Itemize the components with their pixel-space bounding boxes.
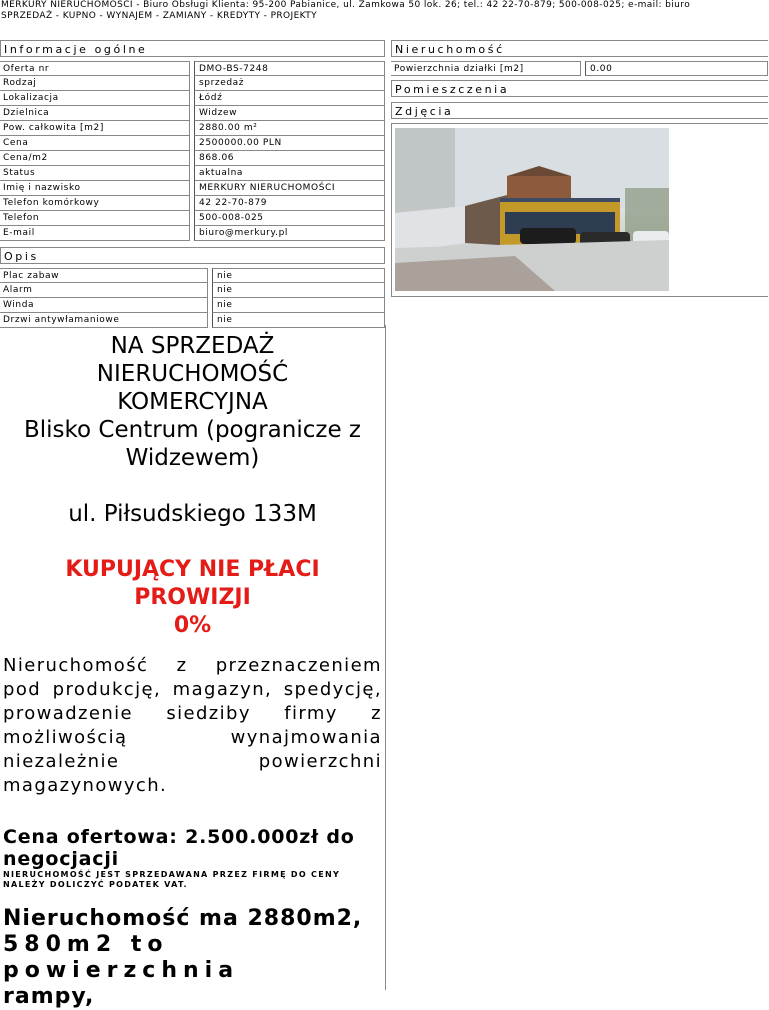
row-value: Widzew bbox=[194, 106, 385, 121]
row-value: sprzedaż bbox=[194, 76, 385, 91]
table-row bbox=[391, 61, 768, 76]
agency-services-line: SPRZEDAŻ - KUPNO - WYNAJEM - ZAMIANY - KREDYTY - PROJEKTY bbox=[1, 11, 318, 21]
table-row bbox=[0, 91, 385, 106]
row-label: Telefon komórkowy bbox=[0, 196, 190, 211]
row-label: Rodzaj bbox=[0, 76, 190, 91]
row-value: DMO-BS-7248 bbox=[194, 61, 385, 76]
agency-contact-line: MERKURY NIERUCHOMOŚCI - Biuro Obsługi Klienta: 95-200 Pabianice, ul. Zamkowa 50 lok. 26; tel.: 42 22-70-879; 500-008-025; e-mail: biuro bbox=[1, 0, 691, 10]
promo-line-1: KUPUJĄCY NIE PŁACI bbox=[65, 557, 320, 582]
row-value: nie bbox=[212, 313, 385, 328]
row-label: Dzielnica bbox=[0, 106, 190, 121]
row-label: Telefon bbox=[0, 211, 190, 226]
row-label: Plac zabaw bbox=[0, 268, 208, 283]
table-row bbox=[0, 196, 385, 211]
row-label: Pow. całkowita [m2] bbox=[0, 121, 190, 136]
row-value: 2500000.00 PLN bbox=[194, 136, 385, 151]
general-info-table bbox=[0, 61, 385, 241]
row-value: 42 22-70-879 bbox=[194, 196, 385, 211]
table-row bbox=[0, 226, 385, 241]
row-label: Winda bbox=[0, 298, 208, 313]
row-label: Lokalizacja bbox=[0, 91, 190, 106]
row-value: aktualna bbox=[194, 166, 385, 181]
table-row bbox=[0, 136, 385, 151]
table-row bbox=[0, 151, 385, 166]
row-value: 2880.00 m² bbox=[194, 121, 385, 136]
agency-header bbox=[0, 0, 769, 22]
table-row bbox=[0, 76, 385, 91]
property-title: Nieruchomość bbox=[391, 40, 768, 57]
table-row bbox=[0, 283, 385, 298]
table-row bbox=[0, 181, 385, 196]
property-photo-illustration bbox=[395, 128, 669, 291]
row-value: biuro@merkury.pl bbox=[194, 226, 385, 241]
area-line-1: Nieruchomość ma 2880m2, bbox=[3, 906, 363, 931]
property-table bbox=[391, 61, 768, 76]
row-value: 500-008-025 bbox=[194, 211, 385, 226]
headline-3: KOMERCYJNA bbox=[117, 389, 268, 415]
opis-table bbox=[0, 268, 385, 328]
headline-5: Widzewem) bbox=[125, 445, 260, 471]
row-label: Cena bbox=[0, 136, 190, 151]
offer-price: Cena ofertowa: 2.500.000zł do negocjacji bbox=[3, 826, 355, 870]
general-info-title: Informacje ogólne bbox=[0, 40, 385, 57]
table-row bbox=[0, 268, 385, 283]
area-line-3: rampy, bbox=[3, 984, 95, 1009]
right-column bbox=[391, 40, 768, 297]
rooms-title: Pomieszczenia bbox=[391, 80, 768, 97]
photos-title: Zdjęcia bbox=[391, 102, 768, 119]
property-photo[interactable] bbox=[395, 128, 669, 291]
row-label: Powierzchnia działki [m2] bbox=[391, 61, 581, 76]
row-value: Łódź bbox=[194, 91, 385, 106]
table-row bbox=[0, 61, 385, 76]
row-label: Imię i nazwisko bbox=[0, 181, 190, 196]
row-label: E-mail bbox=[0, 226, 190, 241]
table-row bbox=[0, 211, 385, 226]
headline-4: Blisko Centrum (pogranicze z bbox=[24, 417, 361, 443]
row-value: 868.06 bbox=[194, 151, 385, 166]
row-value: nie bbox=[212, 283, 385, 298]
table-row bbox=[0, 106, 385, 121]
left-column bbox=[0, 40, 385, 328]
promo-line-2: PROWIZJI bbox=[134, 585, 251, 610]
row-label: Cena/m2 bbox=[0, 151, 190, 166]
row-label: Oferta nr bbox=[0, 61, 190, 76]
row-label: Drzwi antywłamaniowe bbox=[0, 313, 208, 328]
table-row bbox=[0, 121, 385, 136]
vat-note: NIERUCHOMOŚĆ JEST SPRZEDAWANA PRZEZ FIRMĘ DO CENY NALEŻY DOLICZYĆ PODATEK VAT. bbox=[3, 870, 341, 889]
headline-2: NIERUCHOMOŚĆ bbox=[96, 361, 289, 387]
headline-1: NA SPRZEDAŻ bbox=[110, 333, 275, 359]
property-description: Nieruchomość z przeznaczeniem pod produkcję, magazyn, spedycję, prowadzenie siedziby firmy z możliwością wynajmowania niezależnie powierzchni magazynowych. bbox=[3, 655, 382, 796]
promo-line-3: 0% bbox=[173, 613, 212, 638]
area-line-2: 580m2 to powierzchnia bbox=[3, 932, 240, 983]
address: ul. Piłsudskiego 133M bbox=[68, 501, 317, 527]
opis-title: Opis bbox=[0, 247, 385, 264]
description-panel bbox=[0, 325, 386, 1009]
row-value: nie bbox=[212, 268, 385, 283]
row-label: Status bbox=[0, 166, 190, 181]
row-value: 0.00 bbox=[585, 61, 768, 76]
photo-frame bbox=[391, 123, 768, 297]
row-label: Alarm bbox=[0, 283, 208, 298]
table-row bbox=[0, 166, 385, 181]
row-value: MERKURY NIERUCHOMOŚCI bbox=[194, 181, 385, 196]
table-row bbox=[0, 298, 385, 313]
row-value: nie bbox=[212, 298, 385, 313]
